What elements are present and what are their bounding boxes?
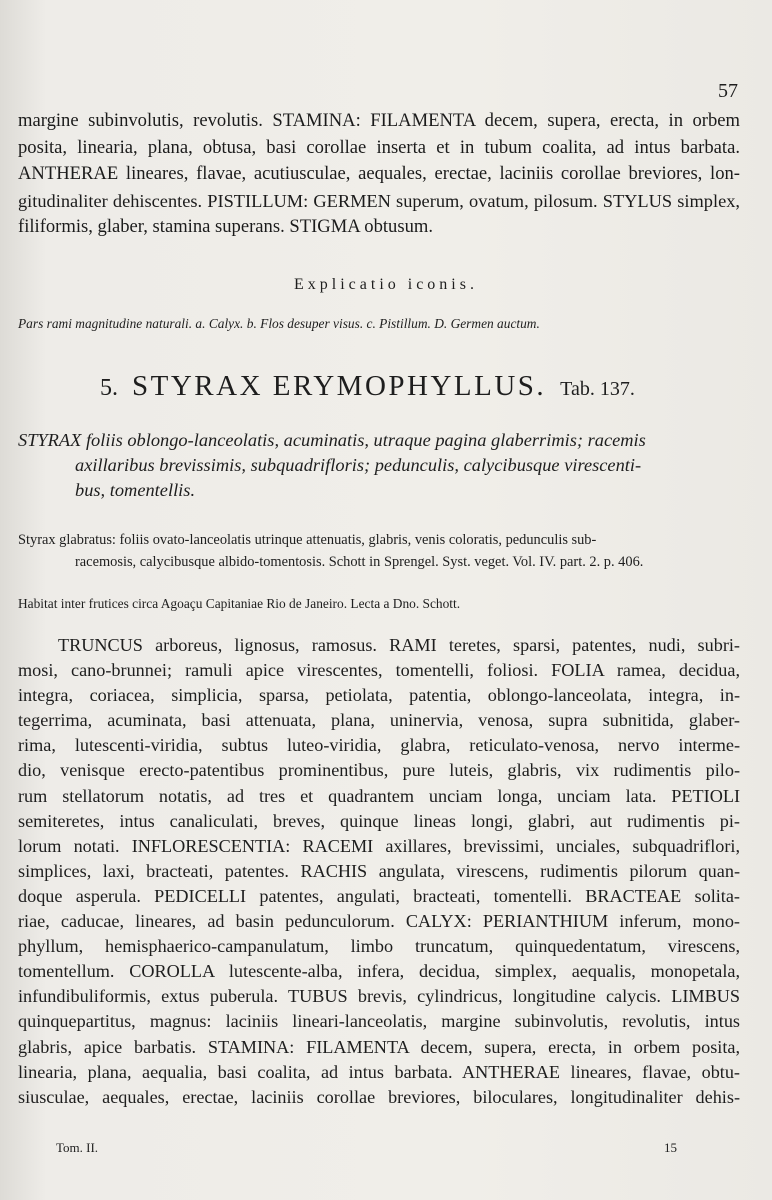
text-line: STYRAX foliis oblongo-lanceolatis, acuminatis, utraque pagina glaberrimis; racemis [18, 430, 646, 450]
text-line: gitudinaliter dehiscentes. PISTILLUM: GERMEN superum, ovatum, pilosum. STYLUS simplex, [18, 190, 740, 211]
habitat-note: Habitat inter frutices circa Agoaçu Capitaniae Rio de Janeiro. Lecta a Dno. Schott. [18, 596, 461, 611]
signature-mark: 15 [664, 1140, 677, 1155]
text-line: racemosis, calycibusque albido-tomentosis. Schott in Sprengel. Syst. veget. Vol. IV. part. 2. p. 406. [75, 554, 644, 570]
plate-reference: Tab. 137. [560, 378, 635, 400]
text-line: riae, caducae, lineares, ad basin pedunculorum. CALYX: PERIANTHIUM inferum, mono- [18, 911, 740, 932]
text-line: semiteretes, intus canaliculati, breves, quinque lineas longi, glabri, aut rudimentis pi- [18, 810, 740, 831]
text-line: axillaribus brevissimis, subquadrifloris; pedunculis, calycibusque virescenti- [75, 455, 642, 475]
text-line: phyllum, hemisphaerico-campanulatum, limbo truncatum, quinquedentatum, virescens, [18, 936, 740, 957]
text-line: glabris, apice barbatis. STAMINA: FILAMENTA decem, supera, erecta, in orbem posita, [18, 1036, 740, 1057]
species-name: STYRAX ERYMOPHYLLUS. [132, 370, 547, 402]
synonym-citation [18, 529, 740, 573]
text-line: doque asperula. PEDICELLI patentes, angulati, bracteati, tomentelli. BRACTEAE solita- [18, 885, 740, 906]
paragraph-description [18, 633, 740, 1110]
text-line: rum stellatorum notatis, ad tres et quadrantem unciam longa, unciam lata. PETIOLI [18, 785, 740, 806]
text-line: tomentellum. COROLLA lutescente-alba, infera, decidua, simplex, aequalis, monopetala, [18, 961, 740, 982]
text-line: dio, venisque erecto-patentibus prominentibus, pure luteis, glabris, vix rudimentis pilo- [18, 760, 740, 781]
text-line: rima, lutescenti-viridia, subtus luteo-viridia, glabra, reticulato-venosa, nervo interme- [18, 735, 740, 756]
text-line: lorum notati. INFLORESCENTIA: RACEMI axillares, brevissimi, unciales, subquadriflori, [18, 835, 740, 856]
text-line: tegerrima, acuminata, basi attenuata, plana, uninervia, venosa, supra subnitida, glaber- [18, 710, 740, 731]
text-line: Styrax glabratus: foliis ovato-lanceolatis utrinque attenuatis, glabris, venis coloratis, pedunculis sub- [18, 532, 597, 548]
text-line: posita, linearia, plana, obtusa, basi corollae inserta et in tubum coalita, ad intus barbata. [18, 136, 740, 158]
text-line: quinquepartitus, magnus: laciniis lineari-lanceolatis, margine subinvolutis, revolutis, intus [18, 1011, 740, 1032]
species-title [100, 370, 740, 403]
text-line: ANTHERAE lineares, flavae, acutiusculae, aequales, erectae, laciniis corollae breviores, lon- [18, 163, 740, 185]
explicatio-heading: Explicatio iconis. [294, 276, 478, 293]
text-line: simplices, laxi, bracteati, patentes. RACHIS angulata, virescens, rudimentis pilorum quan- [18, 860, 740, 881]
text-line: margine subinvolutis, revolutis. STAMINA: FILAMENTA decem, supera, erecta, in orbem [18, 110, 740, 131]
text-line: filiformis, glaber, stamina superans. STIGMA obtusum. [18, 216, 433, 238]
volume-mark: Tom. II. [56, 1140, 99, 1155]
text-line: mosi, cano-brunnei; ramuli apice virescentes, tomentelli, foliosi. FOLIA ramea, decidua, [18, 660, 740, 681]
species-number: 5. [100, 375, 118, 401]
text-line: bus, tomentellis. [75, 480, 196, 500]
page-number: 57 [718, 80, 738, 102]
text-line: integra, coriacea, simplicia, sparsa, petiolata, patentia, oblongo-lanceolata, integra, in- [18, 685, 740, 706]
species-diagnosis [18, 428, 740, 503]
text-line: infundibuliformis, extus puberula. TUBUS brevis, cylindricus, longitudine calycis. LIMBUS [18, 986, 740, 1007]
paragraph-stamina [18, 108, 740, 241]
text-line: siusculae, aequales, erectae, laciniis corollae breviores, biloculares, longitudinaliter dehis- [18, 1086, 740, 1107]
explicatio-text: Pars rami magnitudine naturali. a. Calyx. b. Flos desuper visus. c. Pistillum. D. Germen auctum. [18, 316, 540, 331]
text-line: TRUNCUS arboreus, lignosus, ramosus. RAMI teretes, sparsi, patentes, nudi, subri- [58, 635, 740, 655]
text-line: linearia, plana, aequalia, basi coalita, ad intus barbata. ANTHERAE lineares, flavae, obtu- [18, 1061, 740, 1082]
